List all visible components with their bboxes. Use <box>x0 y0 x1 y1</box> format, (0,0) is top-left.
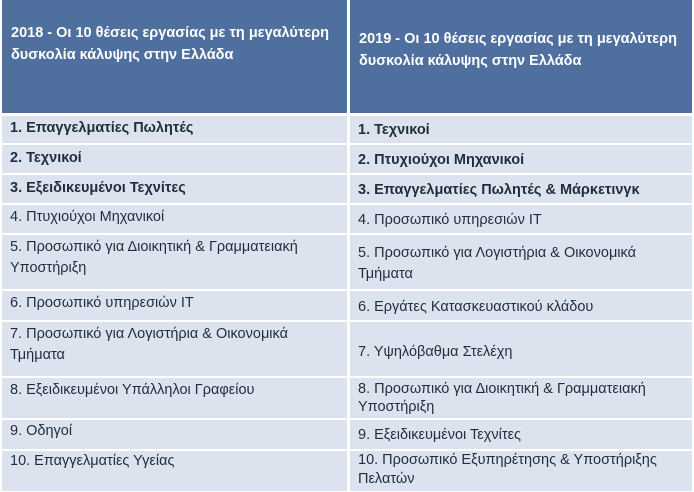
row-2018-6: 6. Προσωπικό υπηρεσιών ΙΤ <box>2 291 347 320</box>
row-2019-4: 4. Προσωπικό υπηρεσιών IT <box>350 205 692 233</box>
row-2018-10: 10. Επαγγελματίες Υγείας <box>2 451 347 491</box>
row-2019-6: 6. Εργάτες Κατασκευαστικού κλάδου <box>350 291 692 320</box>
row-2018-2: 2. Τεχνικοί <box>2 145 347 173</box>
row-2018-4: 4. Πτυχιούχοι Μηχανικοί <box>2 205 347 233</box>
row-2019-5: 5. Προσωπικό για Λογιστήρια & Οικονομικά Τμήματα <box>350 235 692 289</box>
row-2019-3: 3. Επαγγελματίες Πωλητές & Μάρκετινγκ <box>350 175 692 203</box>
row-2019-9: 9. Εξειδικευμένοι Τεχνίτες <box>350 420 692 449</box>
header-2018-text: 2018 - Οι 10 θέσεις εργασίας με τη μεγαλύτερη δυσκολία κάλυψης στην Ελλάδα <box>11 25 330 63</box>
row-2018-5: 5. Προσωπικό για Διοικητική & Γραμματειακή Υποστήριξη <box>2 235 347 289</box>
row-2018-3: 3. Εξειδικευμένοι Τεχνίτες <box>2 175 347 203</box>
row-2019-1: 1. Τεχνικοί <box>350 116 692 143</box>
row-2018-1: 1. Επαγγελματίες Πωλητές <box>2 116 347 143</box>
row-2019-2: 2. Πτυχιούχοι Μηχανικοί <box>350 145 692 173</box>
row-2018-7: 7. Προσωπικό για Λογιστήρια & Οικονομικά Τμήματα <box>2 322 347 376</box>
row-2018-9: 9. Οδηγοί <box>2 420 347 449</box>
header-2019 <box>350 0 692 113</box>
header-2019-text: 2019 - Οι 10 θέσεις εργασίας με τη μεγαλύτερη δυσκολία κάλυψης στην Ελλάδα <box>359 31 678 69</box>
row-2019-8: 8. Προσωπικό για Διοικητική & Γραμματειακή Υποστήριξη <box>350 378 692 418</box>
row-2019-7: 7. Υψηλόβαθμα Στελέχη <box>350 322 692 376</box>
header-2018 <box>2 0 347 113</box>
row-2018-8: 8. Εξειδικευμένοι Υπάλληλοι Γραφείου <box>2 378 347 418</box>
row-2019-10: 10. Προσωπικό Εξυπηρέτησης & Υποστήριξης Πελατών <box>350 451 692 491</box>
